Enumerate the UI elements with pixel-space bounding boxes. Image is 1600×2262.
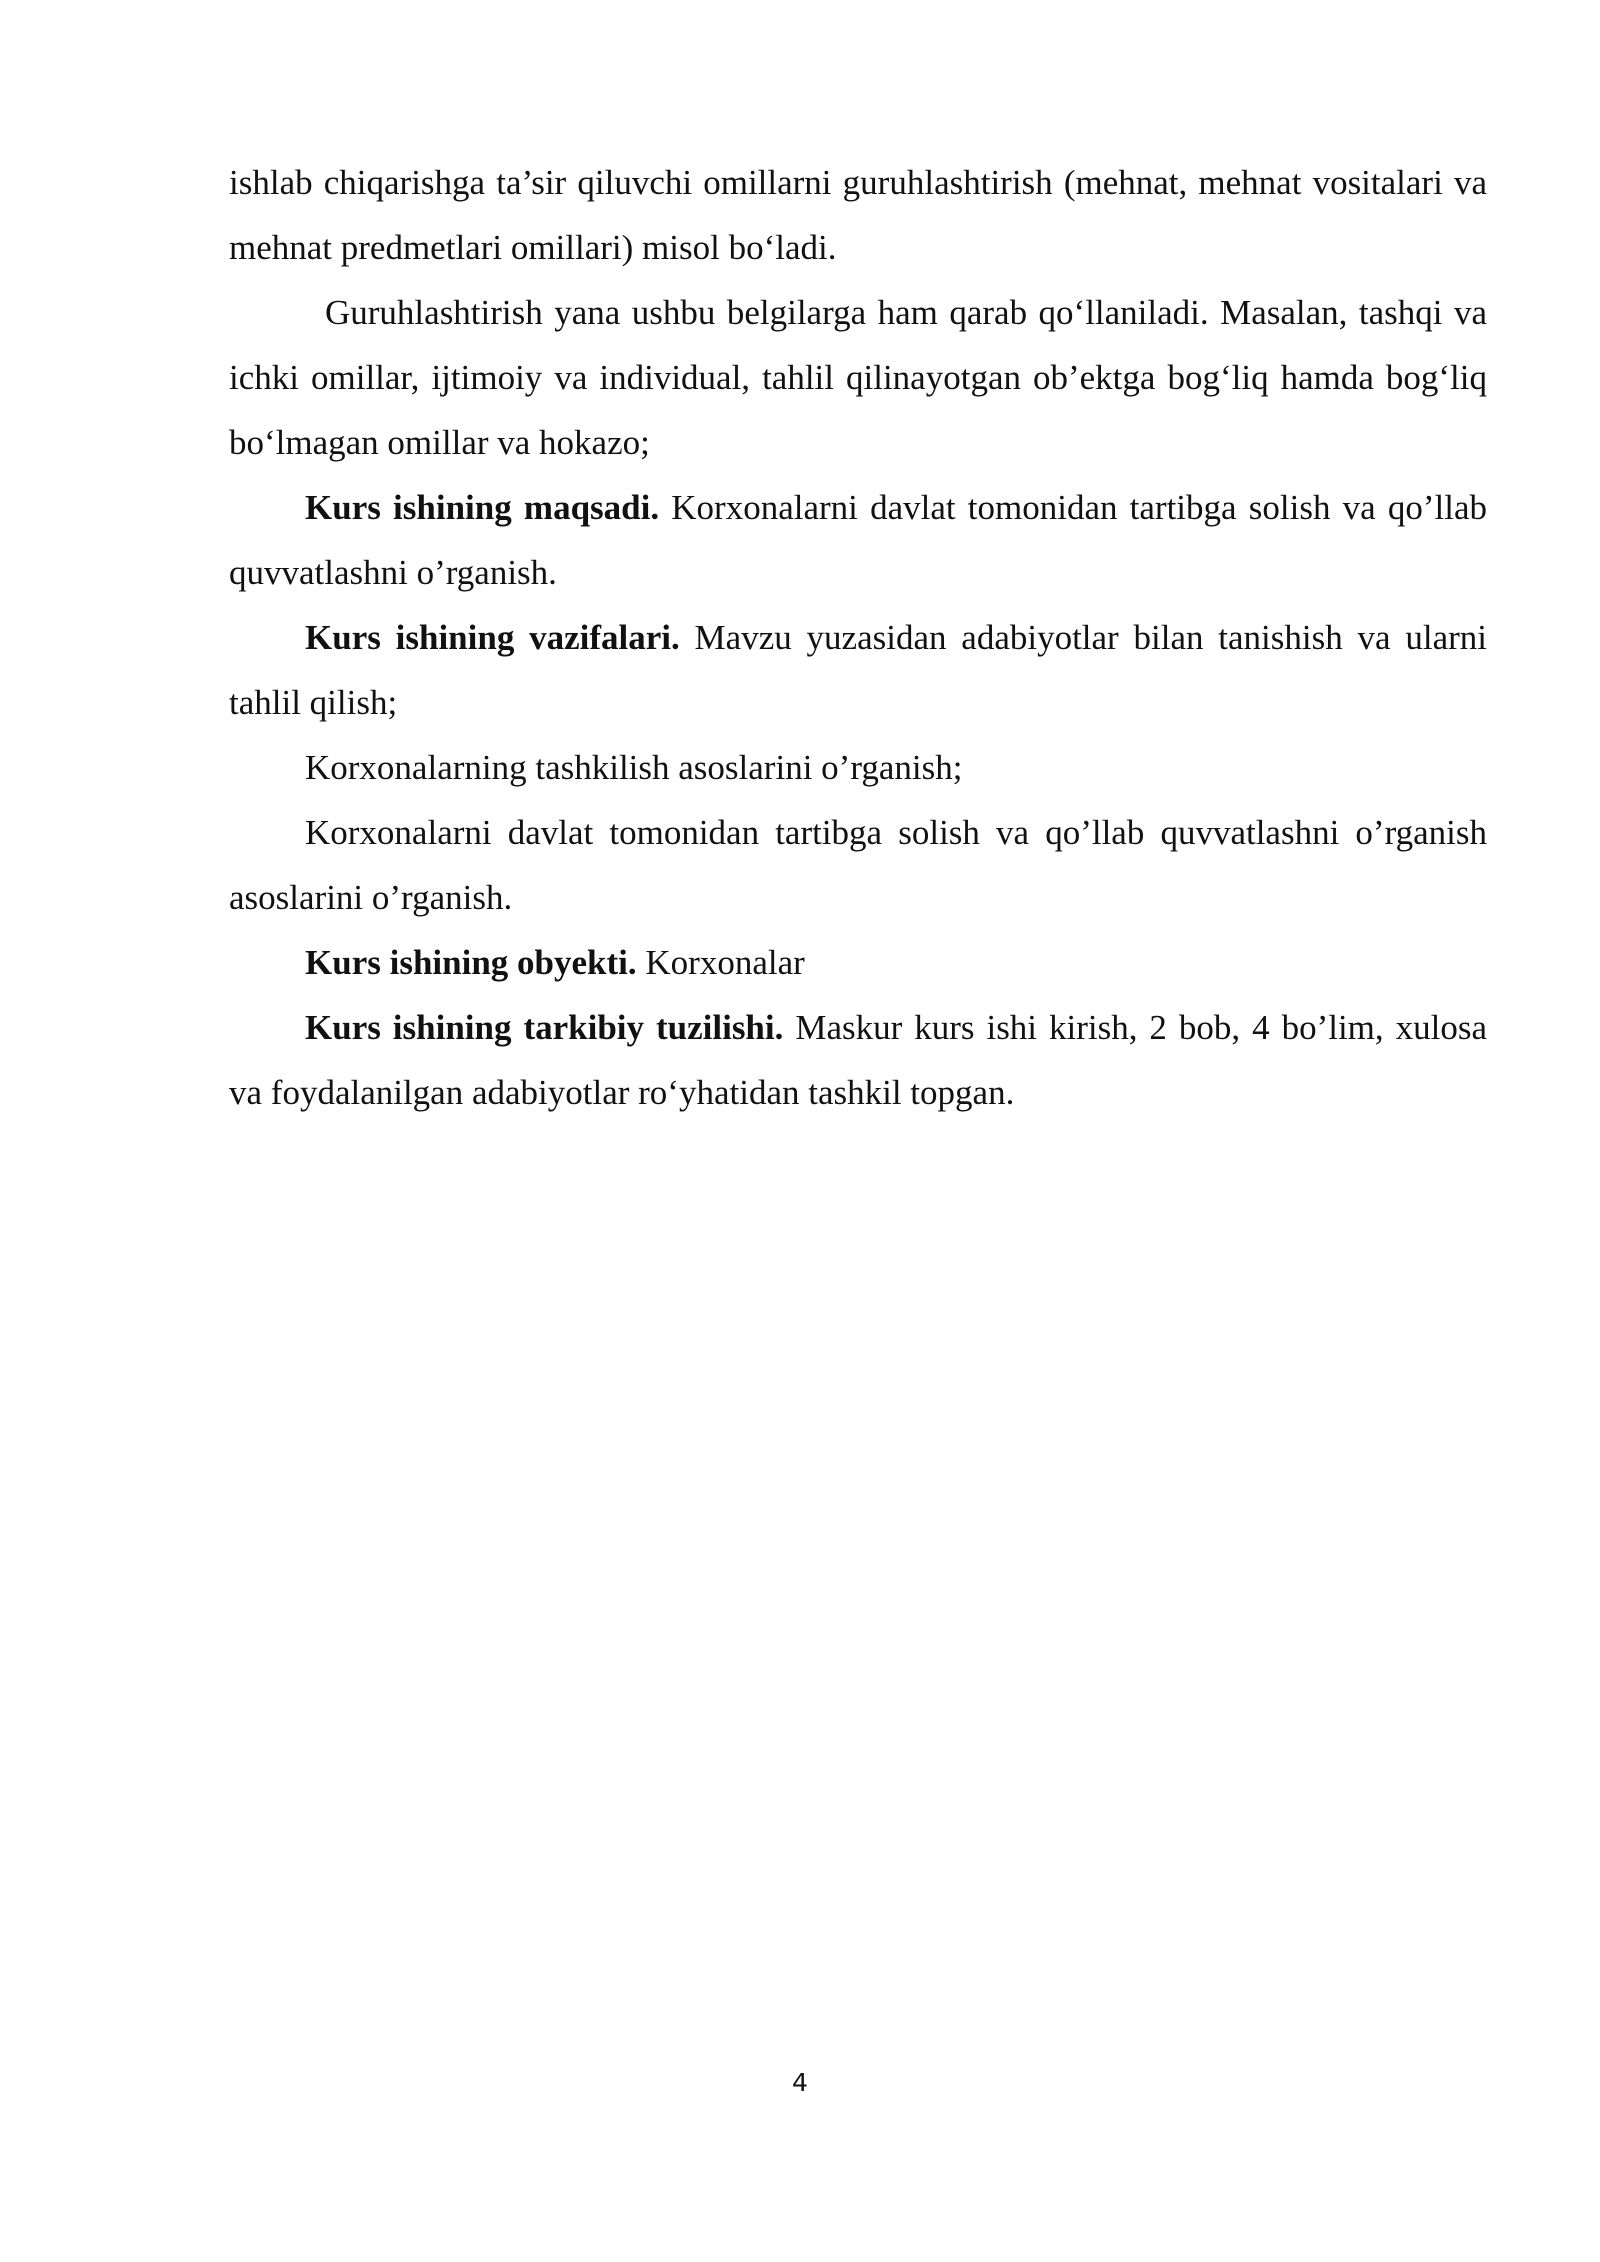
document-body xyxy=(229,150,1487,1125)
paragraph-tasks xyxy=(229,605,1487,735)
paragraph-lead: Kurs ishining maqsadi. xyxy=(305,488,660,527)
paragraph-text: Korxonalarni davlat tomonidan tartibga solish va qo’llab quvvatlashni o’rganish asoslarini o’rganish. xyxy=(229,813,1487,917)
paragraph-continuation xyxy=(229,150,1487,280)
paragraph-object xyxy=(229,930,1487,995)
paragraph-text: Korxonalarning tashkilish asoslarini o’rganish; xyxy=(305,748,963,787)
paragraph-lead: Kurs ishining vazifalari. xyxy=(305,618,680,657)
paragraph-text: Mavzu yuzasidan adabiyotlar bilan tanishish va ularni tahlil qilish; xyxy=(229,618,1487,722)
paragraph-goal xyxy=(229,475,1487,605)
paragraph-text: Korxonalarni davlat tomonidan tartibga solish va qo’llab quvvatlashni o’rganish. xyxy=(229,488,1487,592)
paragraph-text: Guruhlashtirish yana ushbu belgilarga ham qarab qo‘llaniladi. Masalan, tashqi va ichki omillar, ijtimoiy va individual, tahlil qilinayotgan ob’ektga bog‘liq hamda bog‘liq bo‘lmagan omillar va hokazo; xyxy=(229,293,1487,462)
paragraph-grouping xyxy=(229,280,1487,475)
paragraph-lead: Kurs ishining tarkibiy tuzilishi. xyxy=(305,1008,784,1047)
paragraph-text: Korxonalar xyxy=(636,943,805,982)
paragraph-task-item xyxy=(229,800,1487,930)
paragraph-structure xyxy=(229,995,1487,1125)
page-number: 4 xyxy=(792,2068,808,2097)
paragraph-text: ishlab chiqarishga ta’sir qiluvchi omillarni guruhlashtirish (mehnat, mehnat vositalari va mehnat predmetlari omillari) misol bo‘ladi. xyxy=(229,163,1487,267)
paragraph-task-item xyxy=(229,735,1487,800)
paragraph-lead: Kurs ishining obyekti. xyxy=(305,943,637,982)
paragraph-text: Maskur kurs ishi kirish, 2 bob, 4 bo’lim, xulosa va foydalanilgan adabiyotlar ro‘yhatidan tashkil topgan. xyxy=(229,1008,1487,1112)
